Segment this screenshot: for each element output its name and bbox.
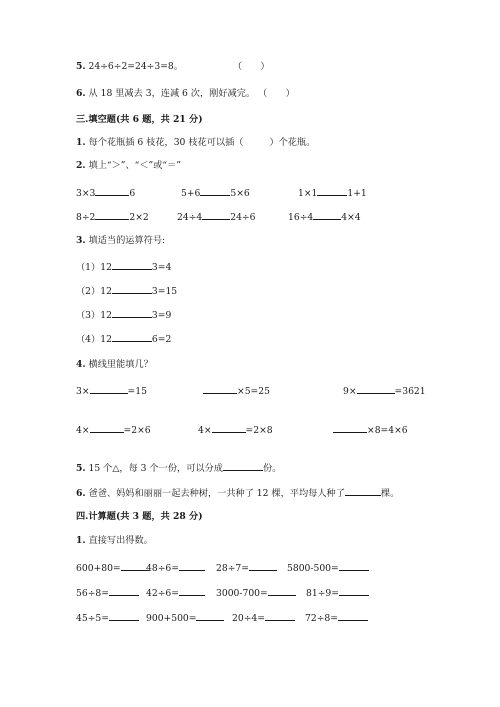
calc-item: 28÷7= <box>216 561 277 575</box>
answer-blank[interactable] <box>338 611 368 621</box>
answer-blank[interactable] <box>121 561 149 571</box>
calc-item: 72÷8= <box>305 611 368 625</box>
question-number: 1. <box>76 535 86 546</box>
calc-item: 48÷6= <box>146 561 205 575</box>
question-number: 1. <box>76 137 86 148</box>
compare-item: 1×1 1+1 <box>298 188 367 199</box>
answer-blank[interactable] <box>357 384 395 394</box>
operator-item: （1）12 3=4 <box>76 262 172 273</box>
answer-blank[interactable] <box>223 461 263 471</box>
answer-blank[interactable] <box>179 561 205 571</box>
answer-blank[interactable] <box>95 210 129 220</box>
answer-blank[interactable] <box>333 423 367 433</box>
compare-item: 24÷4 24÷6 <box>177 212 256 223</box>
question-text: 从 18 里减去 3，连减 6 次，刚好减完。 <box>88 88 256 99</box>
question-text-pre: 每个花瓶插 6 枝花，30 枝花可以插（ <box>88 137 244 148</box>
answer-blank[interactable] <box>112 308 152 318</box>
answer-blank[interactable] <box>249 561 277 571</box>
answer-blank[interactable] <box>317 186 347 196</box>
answer-blank[interactable] <box>109 586 139 596</box>
question-text-post: ）个花瓶。 <box>269 137 316 148</box>
answer-blank[interactable] <box>339 586 369 596</box>
answer-blank[interactable] <box>268 586 296 596</box>
answer-blank[interactable] <box>90 423 124 433</box>
operator-item: （2）12 3=15 <box>76 286 178 297</box>
fill-q2 <box>76 160 181 172</box>
question-number: 6. <box>76 488 86 499</box>
answer-blank[interactable] <box>265 611 295 621</box>
question-text-pre: 爸爸、妈妈和丽丽一起去种树，一共种了 12 棵，平均每人种了 <box>88 488 345 499</box>
fill-item: ×8=4×6 <box>333 423 408 437</box>
calc-q1 <box>76 535 153 547</box>
calc-item: 3000-700= <box>216 586 296 600</box>
question-number: 5. <box>76 61 86 72</box>
answer-blank[interactable] <box>339 561 369 571</box>
answer-blank[interactable] <box>200 186 230 196</box>
answer-blank[interactable] <box>179 586 205 596</box>
answer-blank[interactable] <box>196 611 224 621</box>
calc-item: 900+500= <box>146 611 224 625</box>
question-number: 5. <box>76 463 86 474</box>
fill-q4 <box>76 359 153 371</box>
calc-item: 42÷6= <box>146 586 205 600</box>
answer-blank[interactable] <box>90 384 128 394</box>
compare-item: 16÷4 4×4 <box>288 212 361 223</box>
question-text-post: 棵。 <box>380 488 400 499</box>
fill-item: 3× =15 <box>76 386 147 397</box>
question-text: 24÷6÷2=24÷3=8。 <box>88 61 183 72</box>
fill-item: 9× =3621 <box>343 386 426 397</box>
answer-blank[interactable] <box>109 611 139 621</box>
answer-blank[interactable] <box>112 260 152 270</box>
calc-item: 5800-500= <box>287 561 369 575</box>
answer-blank[interactable] <box>345 486 381 496</box>
answer-blank[interactable] <box>112 284 152 294</box>
compare-item: 5+6 5×6 <box>181 188 250 199</box>
answer-blank[interactable] <box>203 384 237 394</box>
calc-item: 600+80= <box>76 561 149 575</box>
calc-item: 20÷4= <box>232 611 295 625</box>
judge-q5 <box>76 61 270 73</box>
fill-item: ×5=25 <box>203 384 270 398</box>
question-number: 6. <box>76 88 86 99</box>
answer-blank[interactable] <box>95 186 129 196</box>
answer-blank[interactable] <box>202 210 230 220</box>
question-text-pre: 15 个△，每 3 个一份，可以分成 <box>88 463 223 474</box>
judge-q6 <box>76 88 295 100</box>
calc-item: 45÷5= <box>76 611 139 625</box>
fill-q5 <box>76 461 281 475</box>
question-text: 填适当的运算符号: <box>88 235 166 246</box>
answer-paren[interactable]: （ ） <box>258 88 295 99</box>
compare-item: 3×3 6 <box>76 188 136 199</box>
question-number: 3. <box>76 235 86 246</box>
compare-item: 8÷2 2×2 <box>76 212 149 223</box>
operator-item: （4）12 6=2 <box>76 334 172 345</box>
operator-item: （3）12 3=9 <box>76 310 172 321</box>
answer-blank[interactable] <box>313 210 341 220</box>
answer-paren[interactable]: （ ） <box>232 61 270 72</box>
calc-item: 81÷9= <box>306 586 369 600</box>
fill-item: 4× =2×6 <box>76 425 151 436</box>
fill-q6 <box>76 486 399 500</box>
question-text: 横线里能填几？ <box>88 359 153 370</box>
question-number: 4. <box>76 359 86 370</box>
question-text: 直接写出得数。 <box>88 535 153 546</box>
section-heading: 四.计算题(共 3 题，共 28 分) <box>76 511 203 522</box>
fill-item: 4× =2×8 <box>198 425 273 436</box>
question-text: 填上“＞”、“＜”或“＝” <box>88 160 182 171</box>
section-heading: 三.填空题(共 6 题，共 21 分) <box>76 114 203 125</box>
answer-blank[interactable] <box>212 423 246 433</box>
fill-q1 <box>76 137 315 149</box>
answer-blank[interactable] <box>112 332 152 342</box>
calc-item: 56÷8= <box>76 586 139 600</box>
fill-q3 <box>76 235 165 247</box>
question-number: 2. <box>76 160 86 171</box>
question-text-post: 份。 <box>262 463 282 474</box>
